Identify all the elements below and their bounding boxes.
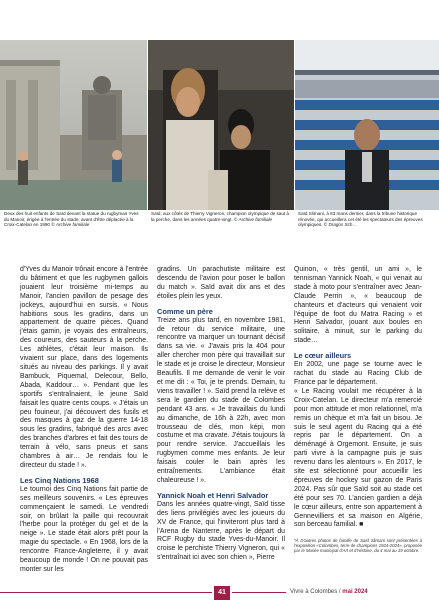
article-paragraph: d'Yves du Manoir trônait encore à l'entrée du bâtiment et que les rugbymen gallois jouaient leur troisième mi-temps au Manoir, l'ancien pavillon de pesage des jockeys, aujourd'hui en sursis. « Nous habitions sous les gradins, dans un appartement de quatre pièces. Quand j'étais gamin, je voyais des entraîneurs, des coureurs, des sauteurs à la perche. Les athlètes, c'était leur maison. Ils vivaient sur place, dans des logements situés au niveau des parkings. Il y avait Bambuck, Piquemal, Delecour, Bello, Abada, Kaddour… ». Pendant que les sportifs s'entraînaient, le jeune Saïd faisait les quatre cents coups. « J'étais un peu fouineur, j'ai découvert des fusils et des masques à gaz de la guerre 14-18 sous les gradins, fabriqué des arcs avec des branches d'arbres et fait des tours de terrain à vélo, sans pneus et sans chambres à air… Je rendais fou le directeur du stade ! ».: [20, 266, 148, 469]
exhibition-note: *À D'autres photos de famille de Saïd Slimani sont présentées à l'exposition «Colombes, terre de champions 1924-2024», proposée par le Musée municipal d'Art et d'Histoire, du 4 mai au 19 octobre.: [294, 538, 422, 554]
slimani-photo-image: [295, 40, 439, 210]
caption-slimani: [298, 211, 436, 228]
article-column-2: [157, 266, 285, 563]
article-paragraph: gradins. Un parachutiste militaire est descendu de l'avion pour poser le ballon du match ». Saïd avait dix ans et des étoiles plein les yeux.: [157, 266, 285, 300]
caption-statue: [4, 211, 144, 228]
top-margin: [0, 0, 439, 40]
section-heading: Yannick Noah et Henri Salvador: [157, 490, 269, 500]
caption-slimani-text: Saïd Slimani, à 83 mans dernier, dans la tribune historique rénovée, qui accueillera cet été les spectateurs des épreuves olympiques. ©: [298, 211, 423, 228]
photo-vigneron: [148, 40, 294, 210]
page-number: 41: [214, 586, 230, 600]
photo-captions: [0, 211, 439, 247]
section-heading: Le cœur ailleurs: [294, 351, 352, 361]
article-paragraph: Le tournoi des Cinq Nations fait partie de ses meilleurs souvenirs. « Les épreuves commençaient le samedi. Le vendredi soir, on brûlait la paille qui recouvrait l'herbe pour la protéger du gel et de la neige ». Le stade était alors prêt pour la magie du spectacle. « En 1968, lors de la rencontre France-Angleterre, il y avait beaucoup de monde ! On ne pouvait pas monter sur les: [20, 485, 148, 573]
article-paragraph: Treize ans plus tard, en novembre 1981, de retour du service militaire, une rencontre va marquer un tournant décisif dans sa vie. « J'avais pris la 404 pour aller chercher mon père qui travaillait sur le stade et je croise le directeur, Monsieur Beaufils. Il me demande de venir le voir et me dit : « Toi, je te prends. Demain, tu viens travailler ! ». Saïd prend la relève et sera le gardien du stade de Colombes pendant 43 ans. « Je travaillais du lundi au dimanche, de 16h à 22h, avec mon trousseau de clés, mon képi, mon costume et ma cravate. J'étais toujours là pour rendre service. J'accueillais les rugbymen comme mes enfants. Je leur faisais couler le bain après les entraînements. L'ambiance était chaleureuse ! ».: [157, 316, 285, 484]
caption-statue-credit: Archive familiale: [55, 222, 90, 228]
article-paragraph: Quinon, « très gentil, un ami », le tennisman Yannick Noah, « qui venait au stade à moto pour s'entraîner avec Jean-Claude Perrin », « beaucoup de chanteurs et d'acteurs qui venaient voir l'équipe de foot du Matra Racing » et Henri Salvador, jouant aux boules en solitaire, à minuit, sur le parking du stade…: [294, 266, 422, 345]
caption-statue-text: Deux des huit enfants de Saïd devant la statue du rugbyman Yves du Manoir, érigée à l'entrée du stade, avant d'être déplacée à la Croix-Catelan en 1990 ©: [4, 211, 139, 228]
article-paragraph: « Le Racing voulait me récupérer à la Croix-Catelan. Le directeur m'a remercié pour mon attitude et mon relationnel, m'a remis un chèque et m'a fait un bisou. Je suis le seul agent du Racing qui a été repris par le département. On a déménagé à Orgemont. Ensuite, je suis parti vivre à la campagne puis je suis revenu dans les alentours ». En 2017, le site est sélectionné pour accueillir les épreuves de hockey sur gazon de Paris 2024. Pas sûr que Saïd soit au stade cet été pour ses 70. L'ancien gardien a déjà le cœur ailleurs, entre son appartement à Gennevilliers et sa maison en Algérie, son berceau familial. ■: [294, 387, 422, 529]
article-paragraph: Dans les années quatre-vingt, Saïd tisse des liens privilégiés avec les joueurs du XV de France, qui l'inviteront plus tard à l'Arena de Nanterre, après le départ du RCF Rugby du stade Yves-du-Manoir. Il croise le perchiste Thierry Vigneron, qui « s'entraînait ici avec son chien », Pierre: [157, 500, 285, 562]
photo-slimani: [295, 40, 439, 210]
caption-vigneron-text: Saïd, aux côtés de Thierry Vigneron, champion olympique de saut à la perche, dans les années quatre-vingt. ©: [151, 211, 289, 222]
photo-strip: [0, 40, 439, 210]
article-paragraph: En 2002, une page se tourne avec le rachat du stade au Racing Club de France par le département.: [294, 361, 422, 386]
article-column-3: [294, 266, 422, 553]
footer-rule-left: [0, 592, 212, 593]
magazine-name: Vivre à Colombes: [290, 589, 338, 595]
caption-vigneron: [151, 211, 291, 222]
vigneron-photo-image: [148, 40, 294, 210]
footer-rule-mid: [232, 592, 286, 593]
photo-statue: [0, 40, 147, 210]
statue-photo-image: [0, 40, 147, 210]
section-heading: Comme un père: [157, 306, 213, 316]
issue-date: mai 2024: [342, 589, 368, 595]
page-footer: [0, 586, 439, 600]
magazine-issue: Vivre à Colombes / mai 2024: [290, 589, 368, 595]
caption-slimani-credit: Dragos Sch…: [328, 222, 358, 228]
article-body: [0, 266, 439, 586]
article-column-1: [20, 266, 148, 575]
section-heading: Les Cinq Nations 1968: [20, 475, 99, 485]
caption-vigneron-credit: Archive familiale: [238, 216, 273, 222]
